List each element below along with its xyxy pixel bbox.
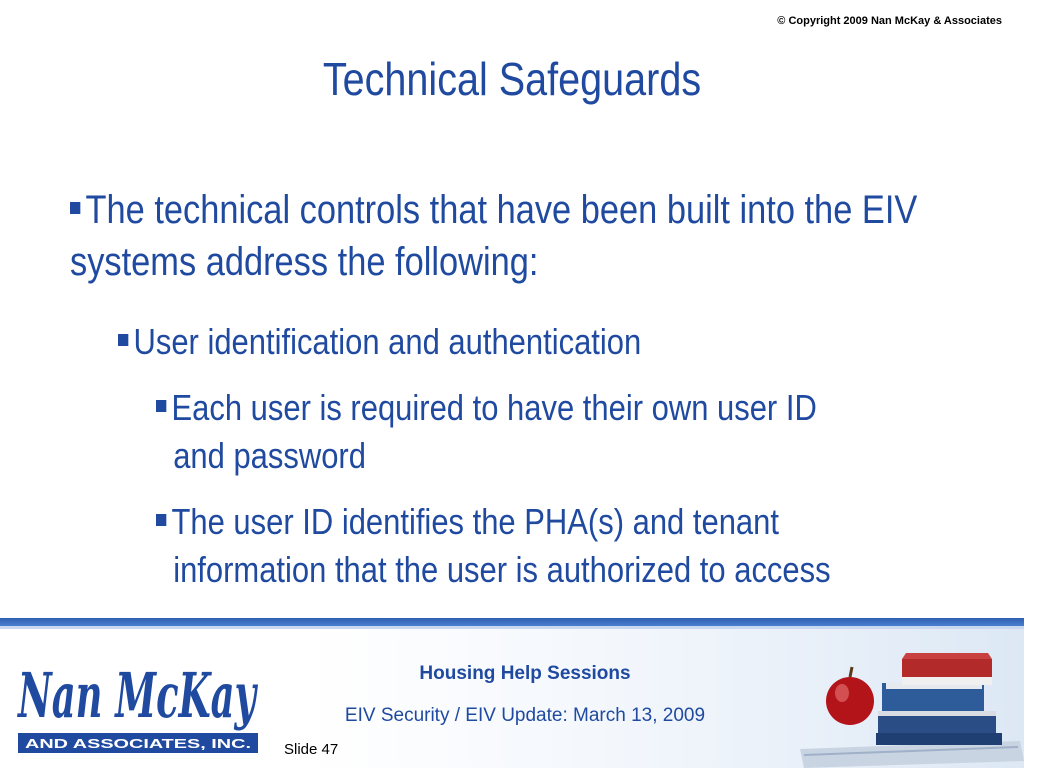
bullet-level2-text: User identification and authentication — [133, 321, 642, 362]
bullet-level3-a-line2: and password — [173, 435, 366, 476]
slide-content — [0, 180, 1024, 600]
slide-footer — [0, 629, 1024, 768]
footer-divider — [0, 618, 1024, 626]
square-bullet-icon — [70, 202, 80, 214]
bullet-level2 — [118, 320, 878, 364]
books-apple-laptop-image — [790, 637, 1024, 768]
bullet-level3-b-line1: The user ID identifies the PHA(s) and tenant — [171, 501, 779, 542]
bullet-level3-a-line1: Each user is required to have their own user ID — [171, 387, 817, 428]
square-bullet-icon — [118, 334, 128, 346]
slide-title: Technical Safeguards — [322, 53, 702, 105]
nan-mckay-logo — [12, 649, 262, 759]
footer-title: Housing Help Sessions — [419, 663, 631, 684]
bullet-level3-b — [156, 498, 1056, 594]
copyright-notice: © Copyright 2009 Nan McKay & Associates — [777, 15, 1002, 27]
logo-subtext: AND ASSOCIATES, INC. — [25, 736, 251, 751]
square-bullet-icon — [156, 400, 166, 412]
slide-number: Slide 47 — [284, 741, 339, 758]
bullet-level1 — [70, 184, 1060, 288]
footer-subtitle: EIV Security / EIV Update: March 13, 2009 — [344, 705, 706, 726]
bullet-level1-text: The technical controls that have been built into the EIV systems address the following: — [70, 188, 918, 284]
bullet-level3-a — [156, 384, 1036, 480]
logo-wordmark: Nan McKay — [16, 659, 259, 732]
bullet-level3-b-line2: information that the user is authorized to access — [173, 549, 831, 590]
square-bullet-icon — [156, 514, 166, 526]
